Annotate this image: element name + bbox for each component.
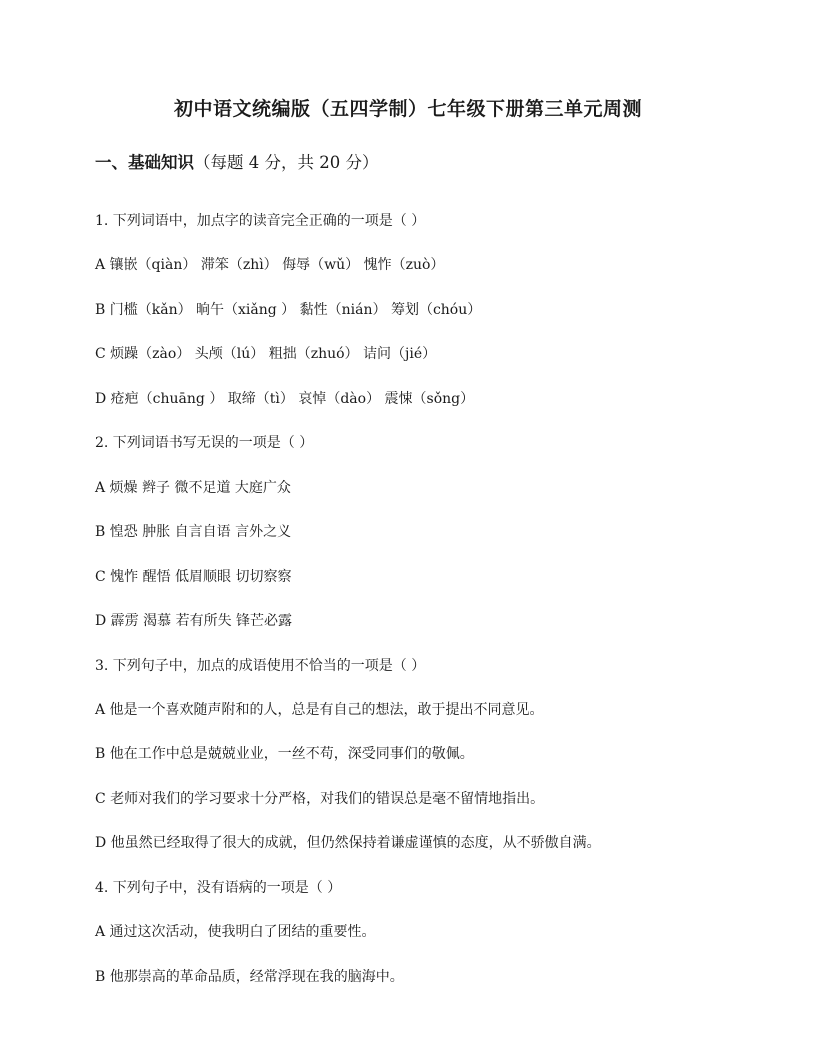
question-2-option-c: C 愧怍 醒悟 低眉顺眼 切切察察 <box>95 568 292 585</box>
question-1-stem: 1. 下列词语中，加点字的读音完全正确的一项是（ ） <box>95 213 426 229</box>
question-1-option-d: D 疮疤（chuāng ） 取缔（tì） 哀悼（dào） 震悚（sǒng） <box>95 390 475 407</box>
page-title: 初中语文统编版（五四学制）七年级下册第三单元周测 <box>173 98 642 120</box>
question-2-option-a: A 烦燥 辫子 微不足道 大庭广众 <box>95 479 291 496</box>
question-3-stem: 3. 下列句子中，加点的成语使用不恰当的一项是（ ） <box>95 657 426 674</box>
section-heading <box>95 149 378 173</box>
question-4-option-b: B 他那崇高的革命品质，经常浮现在我的脑海中。 <box>95 968 404 985</box>
question-1-option-a: A 镶嵌（qiàn） 滞笨（zhì） 侮辱（wǔ） 愧怍（zuò） <box>95 257 445 274</box>
section-title: 一、基础知识 <box>95 153 194 172</box>
question-list <box>95 199 735 999</box>
question-4-stem: 4. 下列句子中，没有语病的一项是（ ） <box>95 879 342 896</box>
question-2-option-d: D 霹雳 渴慕 若有所失 锋芒必露 <box>95 613 293 630</box>
question-3-option-b: B 他在工作中总是兢兢业业，一丝不苟，深受同事们的敬佩。 <box>95 746 474 763</box>
question-2-option-b: B 惶恐 肿胀 自言自语 言外之义 <box>95 524 292 541</box>
question-3-option-d: D 他虽然已经取得了很大的成就，但仍然保持着谦虚谨慎的态度，从不骄傲自满。 <box>95 835 601 852</box>
question-2-stem: 2. 下列词语书写无误的一项是（ ） <box>95 435 314 452</box>
question-3-option-a: A 他是一个喜欢随声附和的人，总是有自己的想法，敢于提出不同意见。 <box>95 701 544 718</box>
section-score-note: （每题 4 分，共 20 分） <box>194 153 379 172</box>
question-1-option-b: B 门槛（kǎn） 晌午（xiǎng ） 黏性（nián） 筹划（chóu） <box>95 301 482 318</box>
question-3-option-c: C 老师对我们的学习要求十分严格，对我们的错误总是毫不留情地指出。 <box>95 790 545 807</box>
question-1-option-c: C 烦躁（zào） 头颅（lú） 粗拙（zhuó） 诘问（jié） <box>95 346 437 363</box>
question-4-option-a: A 通过这次活动，使我明白了团结的重要性。 <box>95 924 376 941</box>
